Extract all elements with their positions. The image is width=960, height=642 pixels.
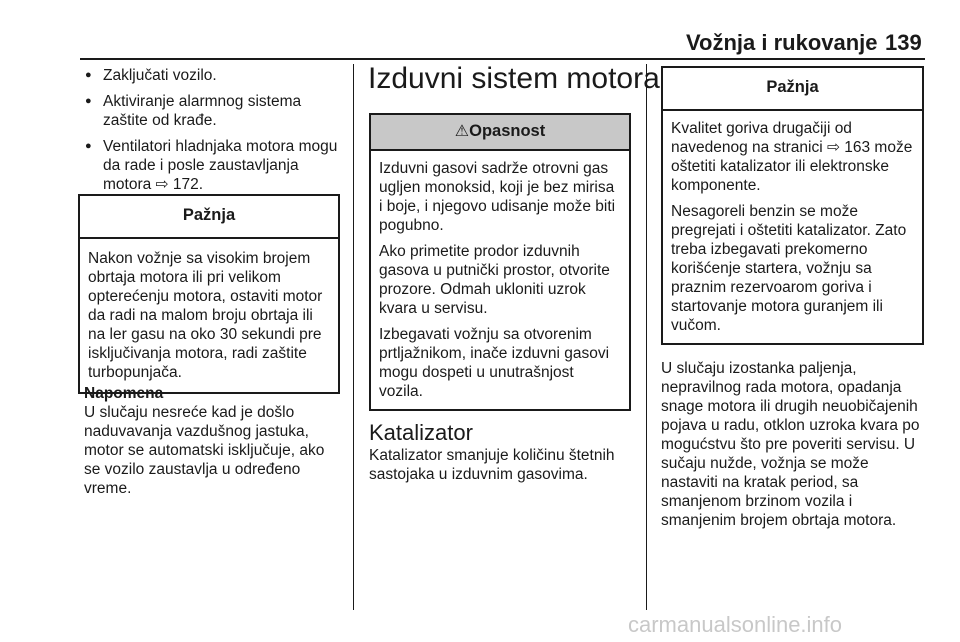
note-label: Napomena [84,385,164,402]
body-text: U slučaju izostanka paljenja, nepravilnog rada motora, opadanja snage motora ili drugih neuobičajenih pojava u radu, otklon uzroka kvara po mogućstvu što pre poveriti servisu. U sučaju nužde, vožnja se može nastaviti na kratak period, sa smanjenom brzinom vozila i smanjenim brojem obrtaja motora. [661,360,920,529]
danger-paragraph: Izbegavati vožnju sa otvorenim prtljažnikom, inače izduvni gasovi mogu dospeti u unutrašnjost vozila. [379,326,610,400]
caution-box-text: Nakon vožnje sa visokim brojem obrtaja motora ili pri velikom opterećenju motora, ostaviti motor da radi na malom broju obrtaja ili na ler gasu na oko 30 sekundi pre isključivanja motora, radi zaštite turbopunjača. [88,250,323,381]
caution-box-title: Pažnja [663,68,922,111]
caution-paragraph: Nesagoreli benzin se može pregrejati i oštetiti katalizator. Zato treba izbegavati prekomerno korišćenje startera, vožnju sa praznim rezervoarom goriva i startovanje motora guranjem ili vučom. [671,203,907,334]
note [84,384,340,498]
caution-box [78,194,340,394]
header-rule [80,58,925,60]
caution-box [661,66,924,345]
caution-paragraph: Kvalitet goriva drugačiji od navedenog na stranici ⇨ 163 može oštetiti katalizator ili elektronske komponente. [671,120,913,194]
danger-box [369,113,631,411]
middle-column [369,113,631,484]
right-column [661,66,924,530]
bullet-list [84,66,340,194]
caution-box-title: Pažnja [80,196,338,239]
warning-icon: ⚠ [454,123,470,140]
left-column [84,66,340,497]
column-divider-left [353,64,354,610]
section-heading: Izduvni sistem motora [368,62,660,95]
bullet-item: ● Zaključati vozilo. [84,66,340,85]
subsection-heading: Katalizator [369,420,473,445]
page-number: 139 [885,30,922,55]
danger-box-header [371,115,629,151]
bullet-item: ● Ventilatori hladnjaka motora mogu da rade i posle zaustavljanja motora ⇨ 172. [84,137,340,194]
danger-paragraph: Izduvni gasovi sadrže otrovni gas ugljen monoksid, koji je bez mirisa i boje, i njegovo udisanje može biti pogubno. [379,160,616,234]
note-text: U slučaju nesreće kad je došlo naduvavanja vazdušnog jastuka, motor se automatski isključuje, ako se vozilo zaustavlja u određeno vreme. [84,404,325,497]
bullet-item: ● Aktiviranje alarmnog sistema zaštite od krađe. [84,92,340,130]
watermark: carmanualsonline.info [628,612,843,637]
danger-box-title: Opasnost [469,122,546,140]
danger-paragraph: Ako primetite prodor izduvnih gasova u putnički prostor, otvorite prozore. Odmah ukloniti uzrok kvara u servisu. [379,243,610,317]
catalyst-section [369,420,631,484]
column-divider-right [646,64,647,610]
subsection-text: Katalizator smanjuje količinu štetnih sastojaka u izduvnim gasovima. [369,447,615,483]
section-title: Vožnja i rukovanje [686,30,878,55]
